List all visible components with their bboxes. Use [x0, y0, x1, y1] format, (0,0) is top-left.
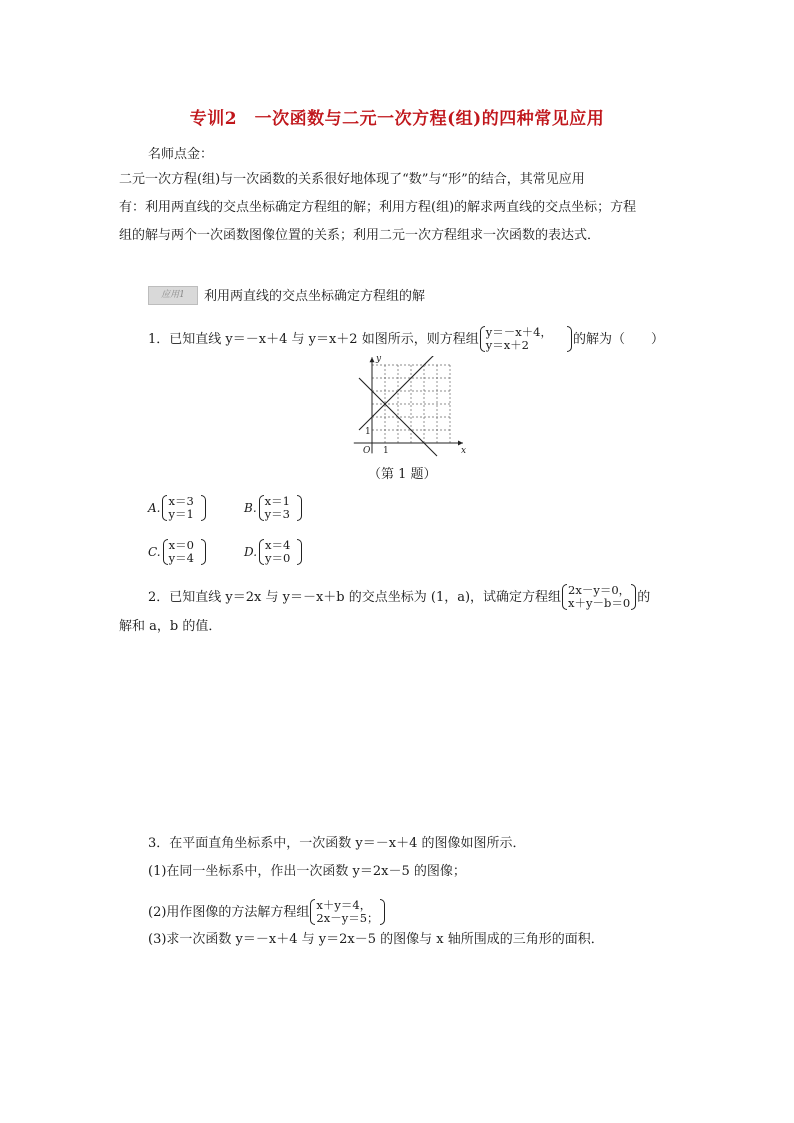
section-title: 利用两直线的交点坐标确定方程组的解	[204, 289, 426, 304]
x-tick-label: 1	[383, 446, 389, 456]
option-eq1: x＝4	[265, 538, 291, 552]
option-label: C.	[148, 545, 161, 559]
option-eq1: x＝3	[168, 494, 194, 508]
y-axis-arrow	[370, 357, 375, 362]
option-d[interactable]	[244, 539, 303, 565]
option-label: B.	[244, 501, 257, 515]
option-label: A.	[148, 501, 161, 515]
intro-line-1: 二元一次方程(组)与一次函数的关系很好地体现了“数”与“形”的结合，其常见应用	[119, 172, 585, 187]
q3-part-2	[148, 899, 386, 925]
q2-line-2: 解和 a，b 的值．	[119, 619, 222, 634]
q1-answer-blank: 的解为（ ）	[573, 331, 665, 347]
x-axis-arrow	[458, 441, 463, 446]
y-tick-label: 1	[365, 427, 371, 437]
right-brace	[297, 495, 302, 521]
question-2	[148, 584, 650, 610]
option-eq2: y＝0	[265, 551, 291, 565]
q1-graph	[340, 356, 470, 461]
q3-part-2-text: (2)用作图像的方法解方程组	[148, 904, 310, 920]
q1-caption: （第 1 题）	[368, 467, 437, 482]
option-eq2: y＝3	[264, 507, 290, 521]
intro-line-2: 有：利用两直线的交点坐标确定方程组的解；利用方程(组)的解求两直线的交点坐标；方程	[119, 200, 637, 215]
right-brace	[567, 326, 572, 352]
option-eq1: x＝0	[168, 538, 194, 552]
option-eq1: x＝1	[264, 494, 290, 508]
q3-system	[310, 899, 384, 925]
q2-system	[562, 584, 636, 610]
right-brace	[380, 899, 385, 925]
intro-line-3: 组的解与两个一次函数图像位置的关系；利用二元一次方程组求一次函数的表达式．	[119, 228, 601, 243]
q3-part-3: (3)求一次函数 y＝－x＋4 与 y＝2x－5 的图像与 x 轴所围成的三角形的面积．	[148, 932, 604, 947]
right-brace	[297, 539, 302, 565]
option-eq2: y＝4	[168, 551, 194, 565]
right-brace	[631, 584, 636, 610]
q2-eq1: 2x－y＝0，	[568, 583, 631, 597]
option-b[interactable]	[244, 495, 303, 521]
question-1	[148, 326, 664, 352]
x-axis-label: x	[461, 446, 467, 456]
origin-label: O	[363, 446, 371, 456]
section-badge: 应用1	[148, 286, 198, 305]
q2-text: 2．已知直线 y＝2x 与 y＝－x＋b 的交点坐标为 (1，a)，试确定方程组	[148, 589, 562, 605]
q3-part-1: (1)在同一坐标系中，作出一次函数 y＝2x－5 的图像；	[148, 864, 466, 879]
y-axis-label: y	[376, 356, 382, 365]
option-a[interactable]	[148, 495, 207, 521]
option-c[interactable]	[148, 539, 207, 565]
right-brace	[201, 495, 206, 521]
q3-eq1: x＋y＝4，	[316, 898, 372, 912]
page-title: 专训2 一次函数与二元一次方程(组)的四种常见应用	[189, 109, 605, 129]
q1-system	[480, 326, 572, 352]
q2-eq2: x＋y－b＝0	[568, 596, 631, 610]
option-eq2: y＝1	[168, 507, 194, 521]
q3-eq2: 2x－y＝5；	[316, 911, 379, 925]
right-brace	[201, 539, 206, 565]
question-3: 3．在平面直角坐标系中，一次函数 y＝－x＋4 的图像如图所示．	[148, 836, 526, 851]
q1-text: 1．已知直线 y＝－x＋4 与 y＝x＋2 如图所示，则方程组	[148, 331, 479, 347]
q1-eq1: y＝－x＋4，	[485, 325, 553, 339]
q2-text-tail: 的	[637, 589, 651, 605]
q1-eq2: y＝x＋2	[485, 338, 530, 352]
option-label: D.	[244, 545, 258, 559]
intro-label: 名师点金：	[148, 147, 214, 162]
